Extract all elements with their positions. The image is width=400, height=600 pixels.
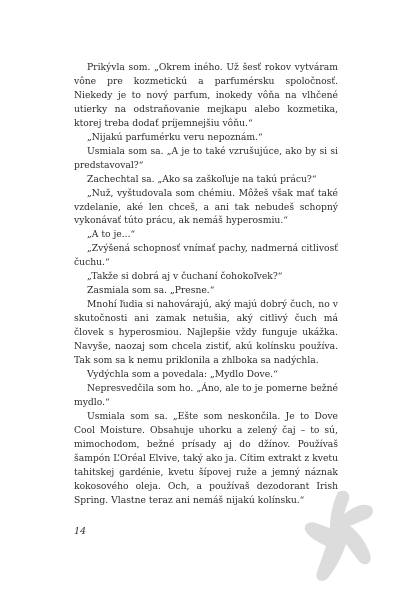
- paragraph: Vydýchla som a povedala: „Mydlo Dove.“: [87, 368, 278, 380]
- paragraph: „Nijakú parfumérku veru nepoznám.“: [87, 131, 263, 143]
- paragraph: Zachechtal sa. „Ako sa zaškoľuje na takú prácu?“: [87, 173, 317, 185]
- paragraph: „Nuž, vyštudovala som chémiu. Môžeš však mať také vzdelanie, aké len chceš, a ani tak nebudeš schopný vykonávať túto prácu, ak nemáš hyperosmiu.“: [74, 187, 338, 227]
- paragraph: „A to je...“: [87, 229, 136, 241]
- page-number: 14: [74, 526, 87, 537]
- body-text: [74, 61, 338, 508]
- paragraph: Zasmiala som sa. „Presne.“: [87, 285, 215, 297]
- paragraph: Usmiala som sa. „A je to také vzrušujúce, ako by si si predstavoval?“: [74, 145, 338, 171]
- paragraph: Usmiala som sa. „Ešte som neskončila. Je to Dove Cool Moisture. Obsahuje uhorku a zelený čaj – to sú, mimochodom, bežné prísady aj do džínov. Používaš šampón L’Oréal Elvive, taký ako ja. Cítim extrakt z kvetu tahitskej gardénie, kvetu šípovej ruže a jemný náznak kokosového oleja. Och, a používaš dezodorant Irish Spring. Vlastne teraz ani nemáš nijakú kolínsku.“: [74, 410, 338, 506]
- paragraph: „Takže si dobrá aj v čuchaní čohokoľvek?“: [87, 271, 283, 283]
- paragraph: Mnohí ľudia si nahovárajú, aký majú dobrý čuch, no v skutočnosti ani zamak netušia, aký citlivý čuch má človek s hyperosmiou. Najlepšie vždy funguje ukážka. Navyše, naozaj som chcela zistiť, akú kolínsku používa. Tak som sa k nemu priklonila a zhlboka sa nadýchla.: [74, 299, 338, 367]
- paragraph: Nepresvedčila som ho. „Áno, ale to je pomerne bežné mydlo.“: [74, 382, 338, 408]
- paragraph: Prikývla som. „Okrem iného. Už šesť rokov vytváram vône pre kozmetickú a parfumérsku spoločnosť. Niekedy je to nový parfum, inokedy vôňa na vlhčené utierky na odstraňovanie mejkapu alebo kozmetika, ktorej treba dodať príjemnejšiu vôňu.“: [74, 62, 338, 129]
- publisher-logo-icon: [300, 480, 380, 590]
- logo-shape: [305, 491, 373, 581]
- paragraph: „Zvýšená schopnosť vnímať pachy, nadmerná citlivosť čuchu.“: [74, 243, 338, 269]
